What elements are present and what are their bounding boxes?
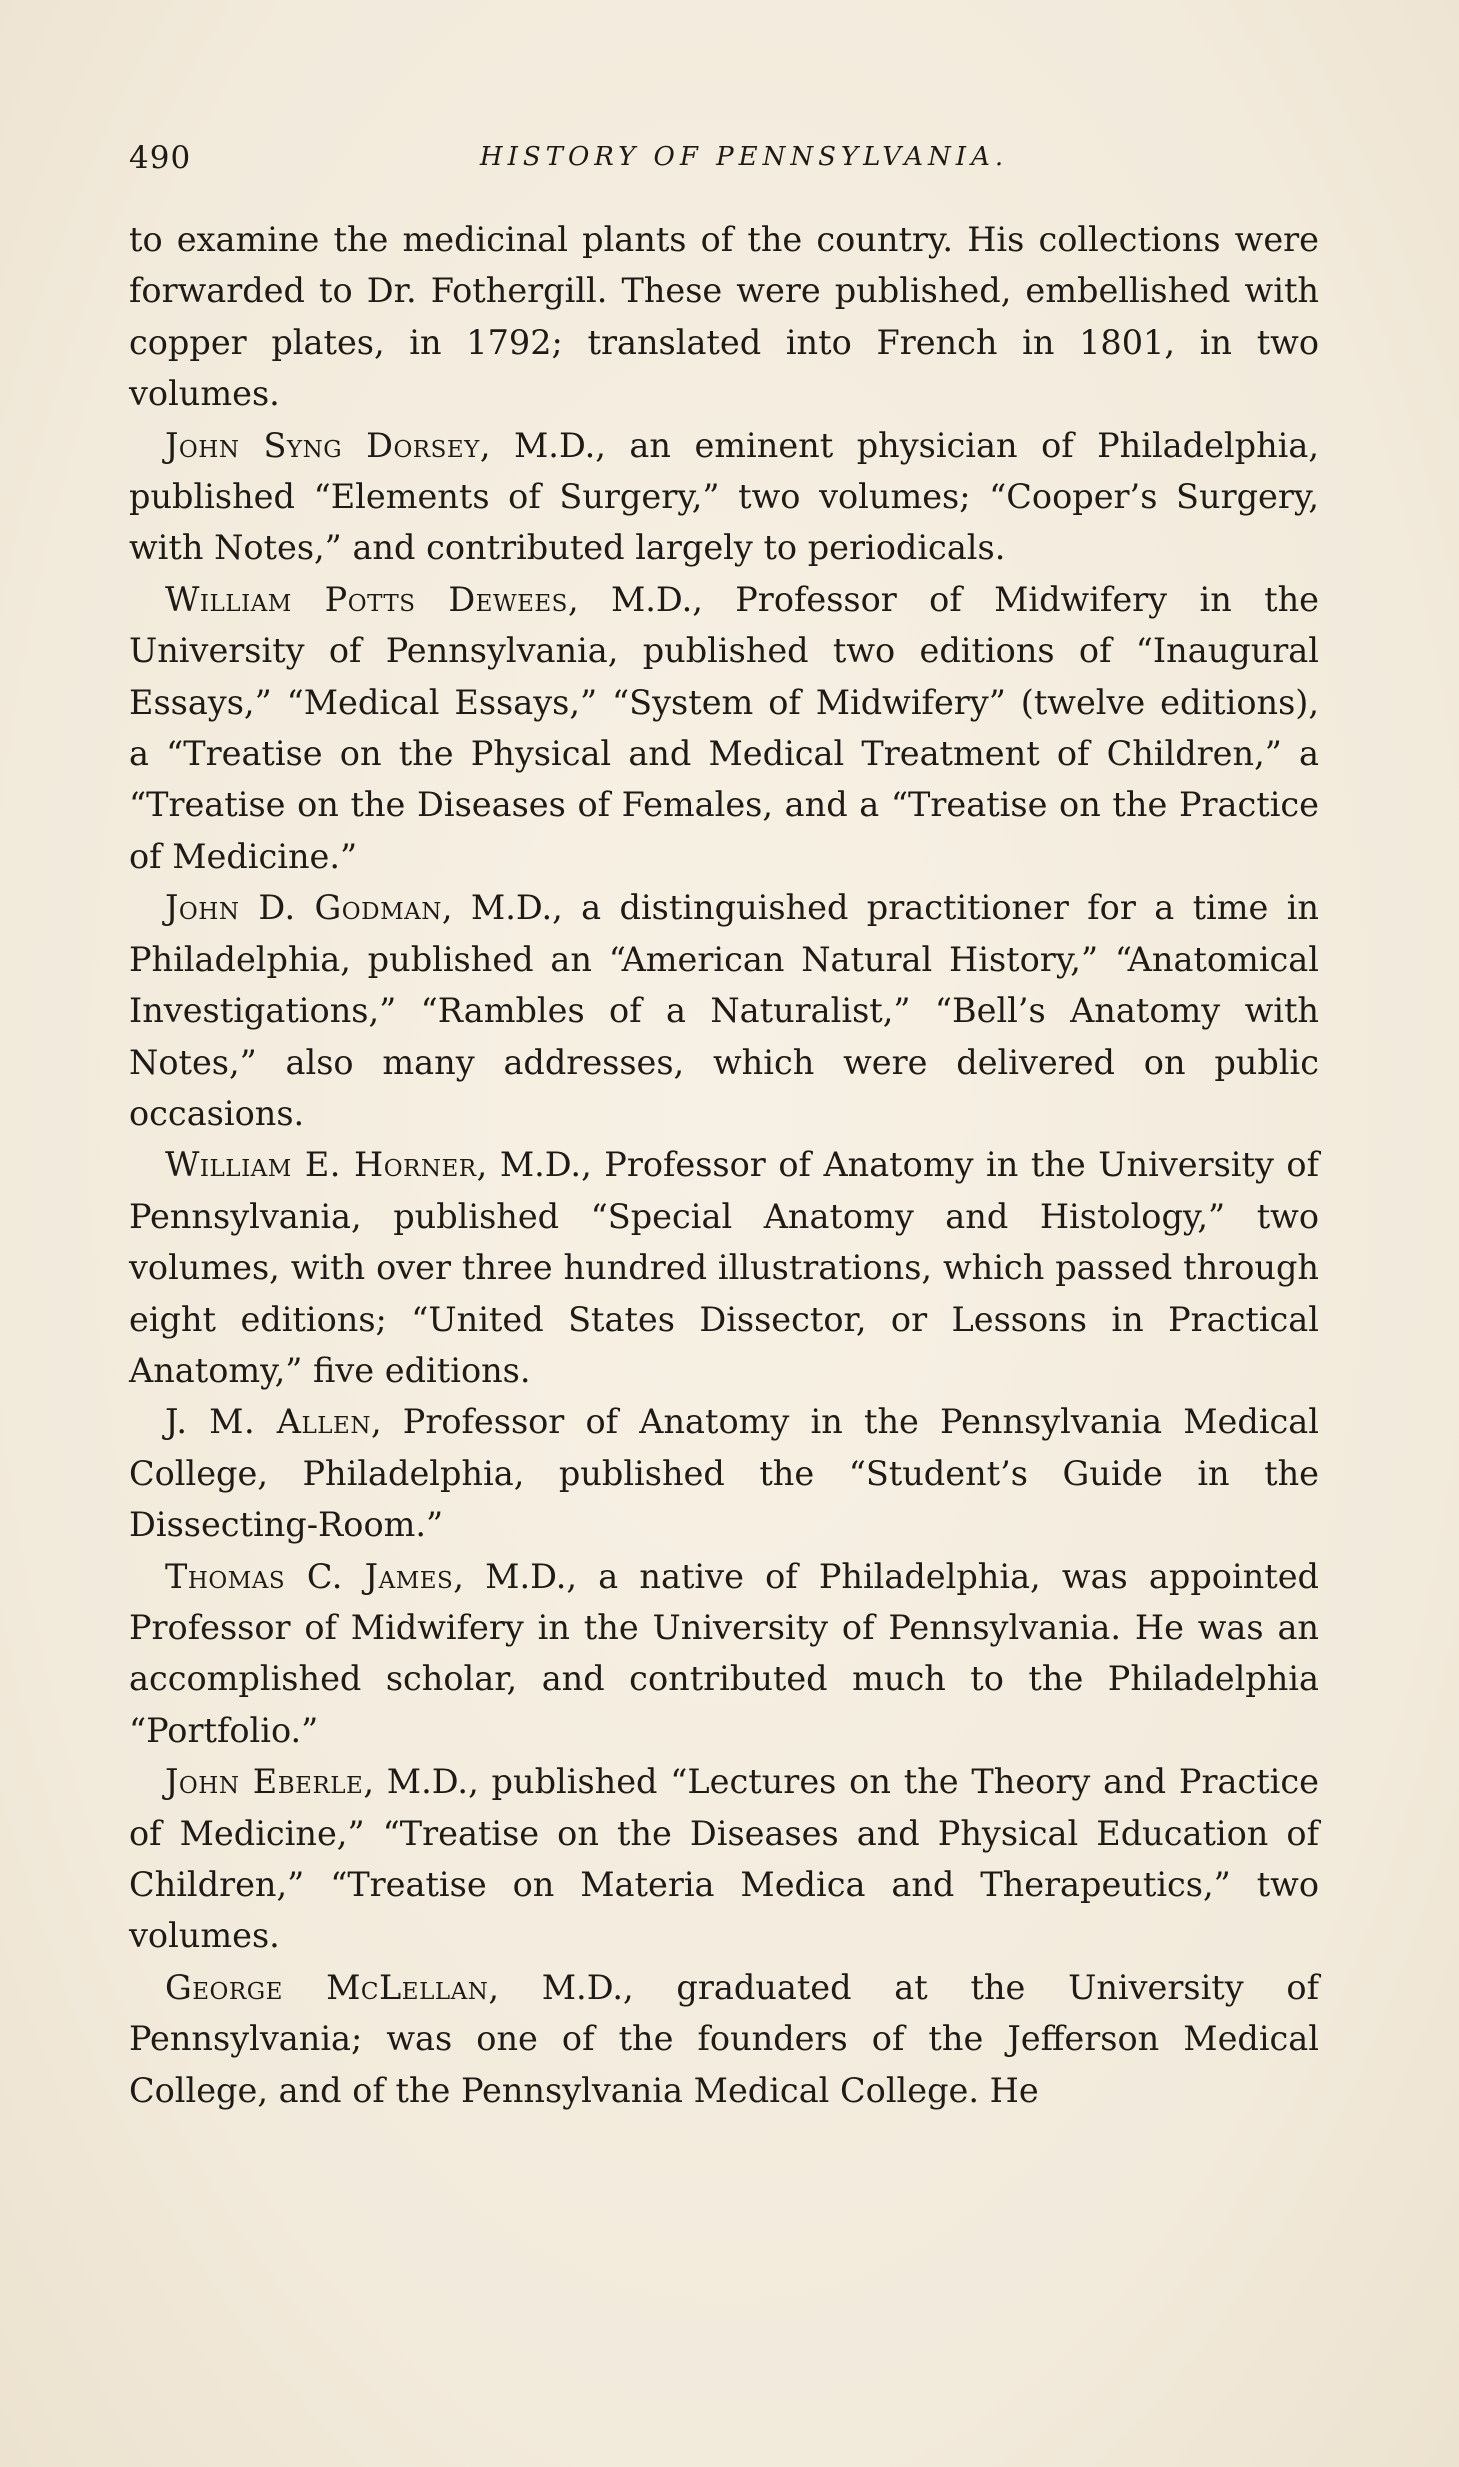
paragraph-text: to examine the medicinal plants of the country. His collections were forwarded to Dr. Fothergill. These were published, embellished with copper plates, in 1792; translated into French in 1801, in two volumes. xyxy=(129,220,1319,414)
running-title: HISTORY OF PENNSYLVANIA. xyxy=(479,142,1009,172)
entry-text: , M.D., Professor of Midwifery in the University of Pennsylvania, published two editions of “Inaugural Essays,” “Medical Essays,” “System of Midwifery” (twelve editions), a “Treatise on the Physical and Medical Treatment of Children,” a “Treatise on the Diseases of Females, and a “Treatise on the Practice of Medicine.” xyxy=(129,579,1319,876)
entry-text: , M.D., graduated at the University of Pennsylvania; was one of the founders of the Jefferson Medical College, and of the Pennsylvania Medical College. He xyxy=(129,1967,1319,2110)
body-text xyxy=(129,214,1319,2116)
entry-name: John Eberle xyxy=(165,1762,364,1802)
entry-text: , M.D., a distinguished practitioner for a time in Philadelphia, published an “American Natural History,” “Anatomical Investigations,” “Rambles of a Naturalist,” “Bell’s Anatomy with Notes,” also many addresses, which were delivered on public occasions. xyxy=(129,888,1319,1133)
entry-text: , M.D., an eminent physician of Philadelphia, published “Elements of Surgery,” two volumes; “Cooper’s Surgery, with Notes,” and contributed largely to periodicals. xyxy=(129,425,1319,568)
entry-text: , M.D., a native of Philadelphia, was appointed Professor of Midwifery in the University of Pennsylvania. He was an accomplished scholar, and contributed much to the Philadelphia “Portfolio.” xyxy=(129,1556,1319,1750)
entry-godman xyxy=(129,882,1319,1139)
entry-allen xyxy=(129,1396,1319,1550)
entry-name: Thomas C. James xyxy=(165,1556,454,1596)
entry-name: William E. Horner xyxy=(165,1145,477,1185)
running-head xyxy=(129,140,1319,180)
entry-name: J. M. Allen xyxy=(165,1402,371,1442)
entry-text: , M.D., published “Lectures on the Theory and Practice of Medicine,” “Treatise on the Diseases and Physical Education of Children,” “Treatise on Materia Medica and Therapeutics,” two volumes. xyxy=(129,1762,1319,1956)
entry-horner xyxy=(129,1139,1319,1396)
entry-name: John Syng Dorsey xyxy=(165,425,480,465)
entry-text: , Professor of Anatomy in the Pennsylvania Medical College, Philadelphia, published the “Student’s Guide in the Dissecting-Room.” xyxy=(129,1402,1319,1545)
entry-eberle xyxy=(129,1756,1319,1962)
entry-james xyxy=(129,1551,1319,1757)
entry-text: , M.D., Professor of Anatomy in the University of Pennsylvania, published “Special Anatomy and Histology,” two volumes, with over three hundred illustrations, which passed through eight editions; “United States Dissector, or Lessons in Practical Anatomy,” five editions. xyxy=(129,1145,1319,1390)
paragraph-continuation xyxy=(129,214,1319,420)
entry-dorsey xyxy=(129,420,1319,574)
entry-name: George McLellan xyxy=(165,1967,489,2007)
page-number: 490 xyxy=(129,140,192,176)
entry-name: William Potts Dewees xyxy=(165,579,568,619)
entry-dewees xyxy=(129,574,1319,882)
entry-name: John D. Godman xyxy=(165,888,442,928)
entry-mclellan xyxy=(129,1962,1319,2116)
